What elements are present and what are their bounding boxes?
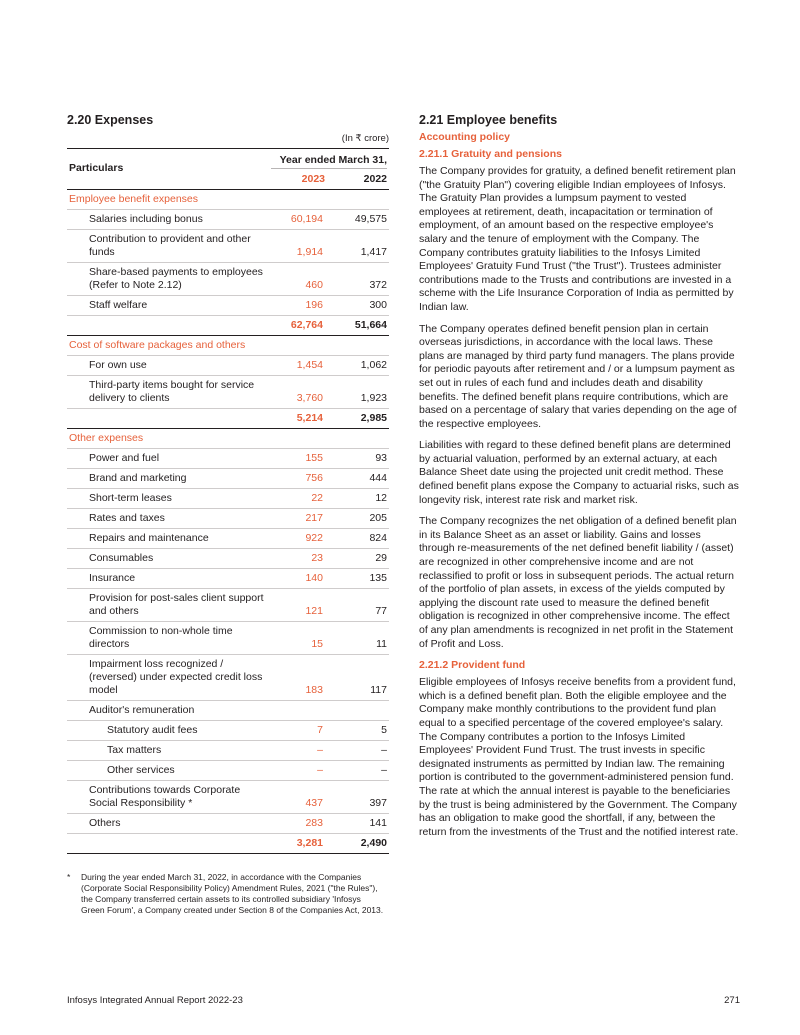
expenses-section — [67, 113, 389, 916]
value-2023: 15 — [311, 638, 323, 650]
footnote-text: During the year ended March 31, 2022, in accordance with the Companies (Corporate Social Responsibility Policy) Amendment Rules, 2021 ("the Rules"), the Company transferred certain assets to its controlled subsidiary 'Infosys Green Forum', a Company created under Section 8 of the Companies Act, 2013. — [81, 872, 384, 915]
row-label: Employee benefit expenses — [69, 193, 198, 205]
value-2022: 11 — [376, 638, 387, 650]
gratuity-paragraphs — [419, 165, 739, 651]
category-row — [67, 189, 389, 209]
table-row — [67, 262, 389, 295]
table-row — [67, 488, 389, 508]
row-label: Brand and marketing — [89, 472, 187, 484]
table-row — [67, 295, 389, 315]
row-label: Others — [89, 817, 121, 829]
table-row — [67, 760, 389, 780]
value-2022: 12 — [375, 492, 387, 504]
value-2022: 29 — [375, 552, 387, 564]
body-paragraph: Liabilities with regard to these defined benefit plans are determined by actuarial valuation, performed by an external actuary, at each Balance Sheet date using the projected unit credit method. These defined benefit plans expose the Company to actuarial risks, such as longevity risk, interest rate risk and market risk. — [419, 439, 739, 506]
value-2023: 22 — [311, 492, 323, 504]
value-2023: 437 — [305, 797, 323, 809]
value-2023: 140 — [305, 572, 323, 584]
body-paragraph: The Company recognizes the net obligation of a defined benefit plan in its Balance Sheet as an asset or liability. Gains and losses through re-measurements of the net defined benefit liability / (asset) are recognized in other comprehensive income and are not reclassified to profit or loss in subsequent periods. The actual return of the portfolio of plan assets, in excess of the yields computed by applying the discount rate used to measure the defined benefit obligation is recognized in other comprehensive income. The effect of any plan amendments is recognized in net profit in the Statement of Profit and Loss. — [419, 515, 737, 650]
value-2022: 141 — [369, 817, 387, 829]
value-2023: 217 — [305, 512, 323, 524]
body-paragraph: Eligible employees of Infosys receive benefits from a provident fund, which is a defined benefit plan. Both the eligible employee and the Company make monthly contributions to the provident fund plan equal to a specified percentage of the covered employee's salary. The Company contributes a portion to the Infosys Limited Employees' Provident Fund Trust. The trust invests in specific designated instruments as permitted by Indian law. The remaining portion is contributed to the government-administered pension fund. The rate at which the annual interest is payable to the beneficiaries by the trust is being administered by the Government. The Company has an obligation to make good the shortfall, if any, between the return from the investments of the Trust and the notified interest rate. — [419, 676, 739, 838]
table-row — [67, 448, 389, 468]
value-2022: 2,490 — [360, 837, 387, 849]
value-2022: 1,417 — [360, 246, 387, 258]
row-label: Commission to non-whole time directors — [89, 625, 233, 650]
value-2022: 51,664 — [354, 319, 387, 331]
value-2022: 5 — [381, 724, 387, 736]
page-number: 271 — [724, 995, 740, 1006]
row-label: Contribution to provident and other funds — [89, 233, 251, 258]
value-2023: 121 — [305, 605, 323, 617]
row-label: Statutory audit fees — [107, 724, 198, 736]
total-row — [67, 833, 389, 854]
row-label: Short-term leases — [89, 492, 172, 504]
value-2023: 922 — [305, 532, 323, 544]
row-label: Repairs and maintenance — [89, 532, 209, 544]
total-row — [67, 315, 389, 335]
value-2022: 444 — [369, 472, 387, 484]
row-label: Contributions towards Corporate Social Responsibility * — [89, 784, 241, 809]
footnote — [67, 872, 389, 916]
row-label: For own use — [89, 359, 147, 371]
body-paragraph: The Company provides for gratuity, a defined benefit retirement plan ("the Gratuity Plan") covering eligible Indian employees of Infosys. The Gratuity Plan provides a lumpsum payment to vested employees at retirement, death, incapacitation or termination of employment, of an amount based on the respective employee's salary and the tenure of employment with the Company. The Company contributes gratuity liabilities to the Infosys Limited Employees' Gratuity Fund Trust ("the Trust"). Trustees administer contributions made to the Trusts and contributions are invested in a scheme with the Life Insurance Corporation of India as permitted by Indian law. — [419, 165, 736, 313]
table-row — [67, 700, 389, 720]
year-ended-header: Year ended March 31, — [271, 154, 387, 169]
table-row — [67, 654, 389, 700]
row-label: Cost of software packages and others — [69, 339, 246, 351]
provident-heading: 2.21.2 Provident fund — [419, 659, 526, 672]
year-2022-header: 2022 — [363, 173, 387, 185]
gratuity-heading: 2.21.1 Gratuity and pensions — [419, 148, 562, 160]
value-2023: 283 — [305, 817, 323, 829]
table-row — [67, 508, 389, 528]
value-2022: 77 — [375, 605, 387, 617]
body-paragraph: The Company operates defined benefit pension plan in certain overseas jurisdictions, in accordance with the local laws. These plans are managed by third party fund managers. The plans provide for periodic payouts after retirement and / or a lumpsum payment as set out in rules of each fund and includes death and disability benefits. The defined benefit plans require contributions, which are based on a percentage of salary that varies depending on the age of the respective employees. — [419, 322, 737, 430]
value-2022: 372 — [369, 279, 387, 291]
value-2022: 1,062 — [360, 359, 387, 371]
value-2022: 1,923 — [360, 392, 387, 404]
row-label: Staff welfare — [89, 299, 148, 311]
particulars-header: Particulars — [69, 162, 124, 174]
table-header — [67, 148, 389, 189]
row-label: Insurance — [89, 572, 136, 584]
total-row — [67, 408, 389, 428]
value-2022: 93 — [375, 452, 387, 464]
value-2023: – — [317, 744, 323, 756]
category-row — [67, 428, 389, 448]
row-label: Impairment loss recognized / (reversed) under expected credit loss model — [89, 658, 263, 696]
table-row — [67, 813, 389, 833]
value-2022: 824 — [369, 532, 387, 544]
employee-benefits-section — [419, 113, 739, 847]
value-2023: 155 — [305, 452, 323, 464]
row-label: Rates and taxes — [89, 512, 165, 524]
row-label: Share-based payments to employees (Refer to Note 2.12) — [89, 266, 263, 291]
value-2023: 460 — [305, 279, 323, 291]
value-2022: 49,575 — [354, 213, 387, 225]
value-2023: – — [317, 764, 323, 776]
value-2023: 3,760 — [296, 392, 323, 404]
value-2022: 300 — [369, 299, 387, 311]
year-2023-header: 2023 — [301, 173, 325, 185]
table-row — [67, 720, 389, 740]
category-row — [67, 335, 389, 355]
table-row — [67, 355, 389, 375]
value-2022: 397 — [369, 797, 387, 809]
row-label: Provision for post-sales client support and others — [89, 592, 264, 617]
value-2023: 183 — [305, 684, 323, 696]
table-row — [67, 229, 389, 262]
value-2023: 1,454 — [296, 359, 323, 371]
value-2023: 60,194 — [290, 213, 323, 225]
value-2022: 205 — [369, 512, 387, 524]
table-row — [67, 740, 389, 760]
row-label: Power and fuel — [89, 452, 160, 464]
table-row — [67, 621, 389, 654]
value-2022: 2,985 — [360, 412, 387, 424]
currency-unit: (In ₹ crore) — [341, 133, 389, 144]
value-2022: – — [381, 744, 387, 756]
value-2023: 1,914 — [296, 246, 323, 258]
benefits-title: 2.21 Employee benefits — [419, 113, 558, 127]
table-row — [67, 209, 389, 229]
accounting-policy-heading: Accounting policy — [419, 131, 511, 143]
value-2023: 62,764 — [290, 319, 323, 331]
provident-paragraphs — [419, 676, 739, 839]
value-2023: 196 — [305, 299, 323, 311]
row-label: Salaries including bonus — [89, 213, 203, 225]
value-2023: 3,281 — [296, 837, 323, 849]
row-label: Other expenses — [69, 432, 144, 444]
table-row — [67, 588, 389, 621]
row-label: Auditor's remuneration — [89, 704, 195, 716]
row-label: Consumables — [89, 552, 154, 564]
table-row — [67, 375, 389, 408]
table-row — [67, 548, 389, 568]
table-row — [67, 468, 389, 488]
expenses-table-body — [67, 189, 389, 854]
value-2022: – — [381, 764, 387, 776]
row-label: Other services — [107, 764, 175, 776]
footnote-mark: * — [67, 872, 71, 882]
table-row — [67, 780, 389, 813]
value-2023: 756 — [305, 472, 323, 484]
value-2022: 135 — [369, 572, 387, 584]
row-label: Tax matters — [107, 744, 162, 756]
value-2023: 7 — [317, 724, 323, 736]
value-2022: 117 — [370, 684, 387, 696]
expenses-title: 2.20 Expenses — [67, 113, 154, 127]
value-2023: 5,214 — [296, 412, 323, 424]
value-2023: 23 — [311, 552, 323, 564]
table-row — [67, 528, 389, 548]
report-footer: Infosys Integrated Annual Report 2022-23 — [67, 995, 243, 1006]
table-row — [67, 568, 389, 588]
row-label: Third-party items bought for service delivery to clients — [89, 379, 255, 404]
